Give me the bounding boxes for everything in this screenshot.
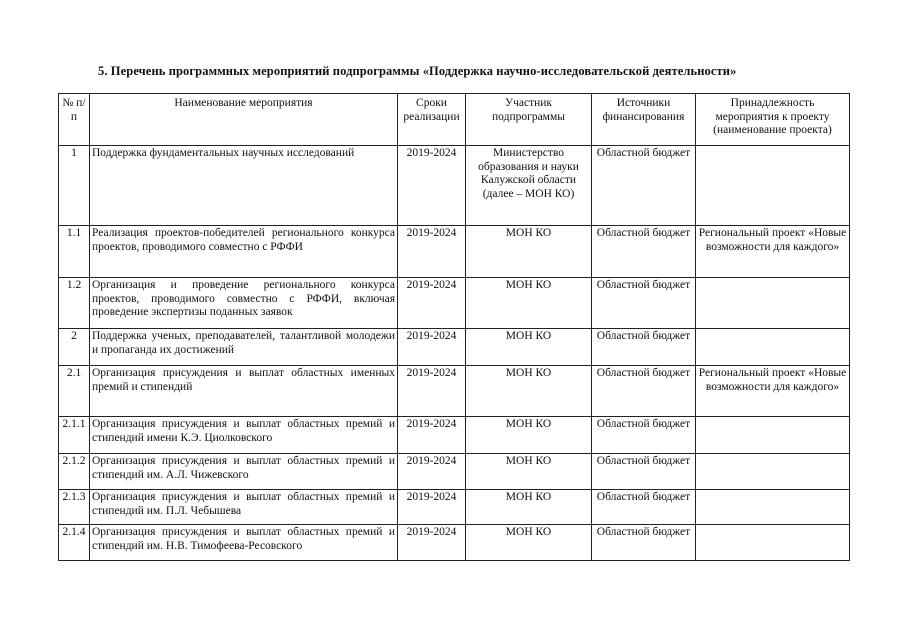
table-row <box>59 366 850 417</box>
row-period: 2019-2024 <box>398 146 466 226</box>
row-num: 1.2 <box>59 278 90 329</box>
row-participant: МОН КО <box>466 525 592 561</box>
row-participant: Министерство образования и науки Калужской области (далее – МОН КО) <box>466 146 592 226</box>
row-name: Реализация проектов-победителей регионального конкурса проектов, проводимого совместно с РФФИ <box>90 226 398 278</box>
row-project <box>696 417 850 454</box>
row-participant: МОН КО <box>466 454 592 490</box>
row-participant: МОН КО <box>466 366 592 417</box>
header-source: Источники финансирования <box>592 94 696 146</box>
row-source: Областной бюджет <box>592 146 696 226</box>
table-row <box>59 454 850 490</box>
row-period: 2019-2024 <box>398 329 466 366</box>
row-num: 1.1 <box>59 226 90 278</box>
table-row <box>59 417 850 454</box>
row-period: 2019-2024 <box>398 278 466 329</box>
row-source: Областной бюджет <box>592 417 696 454</box>
table-header-row <box>59 94 850 146</box>
row-num: 2.1 <box>59 366 90 417</box>
row-name: Организация присуждения и выплат областных премий и стипендий им. П.Л. Чебышева <box>90 490 398 525</box>
row-project <box>696 525 850 561</box>
row-participant: МОН КО <box>466 329 592 366</box>
activities-table <box>58 93 850 561</box>
table-row <box>59 329 850 366</box>
row-num: 2 <box>59 329 90 366</box>
row-period: 2019-2024 <box>398 226 466 278</box>
row-project <box>696 490 850 525</box>
row-name: Организация присуждения и выплат областных премий и стипендий имени К.Э. Циолковского <box>90 417 398 454</box>
row-source: Областной бюджет <box>592 366 696 417</box>
header-project: Принадлежность мероприятия к проекту (наименование проекта) <box>696 94 850 146</box>
row-num: 2.1.4 <box>59 525 90 561</box>
row-period: 2019-2024 <box>398 417 466 454</box>
row-period: 2019-2024 <box>398 525 466 561</box>
row-num: 2.1.3 <box>59 490 90 525</box>
row-name: Поддержка фундаментальных научных исследований <box>90 146 398 226</box>
row-project: Региональный проект «Новые возможности для каждого» <box>696 226 850 278</box>
row-name: Организация и проведение регионального конкурса проектов, проводимого совместно с РФФИ, включая проведение экспертизы поданных заявок <box>90 278 398 329</box>
page-title: 5. Перечень программных мероприятий подпрограммы «Поддержка научно-исследовательской деятельности» <box>98 64 737 78</box>
row-num: 2.1.1 <box>59 417 90 454</box>
row-project <box>696 146 850 226</box>
row-num: 1 <box>59 146 90 226</box>
row-participant: МОН КО <box>466 278 592 329</box>
table-row <box>59 525 850 561</box>
table-row <box>59 490 850 525</box>
header-name: Наименование мероприятия <box>90 94 398 146</box>
row-name: Поддержка ученых, преподавателей, талантливой молодежи и пропаганда их достижений <box>90 329 398 366</box>
row-participant: МОН КО <box>466 490 592 525</box>
row-name: Организация присуждения и выплат областных премий и стипендий им. Н.В. Тимофеева-Ресовского <box>90 525 398 561</box>
row-source: Областной бюджет <box>592 226 696 278</box>
table-row <box>59 226 850 278</box>
row-period: 2019-2024 <box>398 366 466 417</box>
row-period: 2019-2024 <box>398 454 466 490</box>
row-participant: МОН КО <box>466 226 592 278</box>
row-project: Региональный проект «Новые возможности для каждого» <box>696 366 850 417</box>
row-name: Организация присуждения и выплат областных именных премий и стипендий <box>90 366 398 417</box>
header-num: № п/п <box>59 94 90 146</box>
header-period: Сроки реализации <box>398 94 466 146</box>
row-source: Областной бюджет <box>592 278 696 329</box>
row-period: 2019-2024 <box>398 490 466 525</box>
row-source: Областной бюджет <box>592 454 696 490</box>
row-source: Областной бюджет <box>592 525 696 561</box>
row-project <box>696 278 850 329</box>
row-participant: МОН КО <box>466 417 592 454</box>
row-num: 2.1.2 <box>59 454 90 490</box>
row-project <box>696 454 850 490</box>
header-participant: Участник подпрограммы <box>466 94 592 146</box>
row-source: Областной бюджет <box>592 329 696 366</box>
row-project <box>696 329 850 366</box>
table-row <box>59 146 850 226</box>
row-name: Организация присуждения и выплат областных премий и стипендий им. А.Л. Чижевского <box>90 454 398 490</box>
row-source: Областной бюджет <box>592 490 696 525</box>
table-row <box>59 278 850 329</box>
